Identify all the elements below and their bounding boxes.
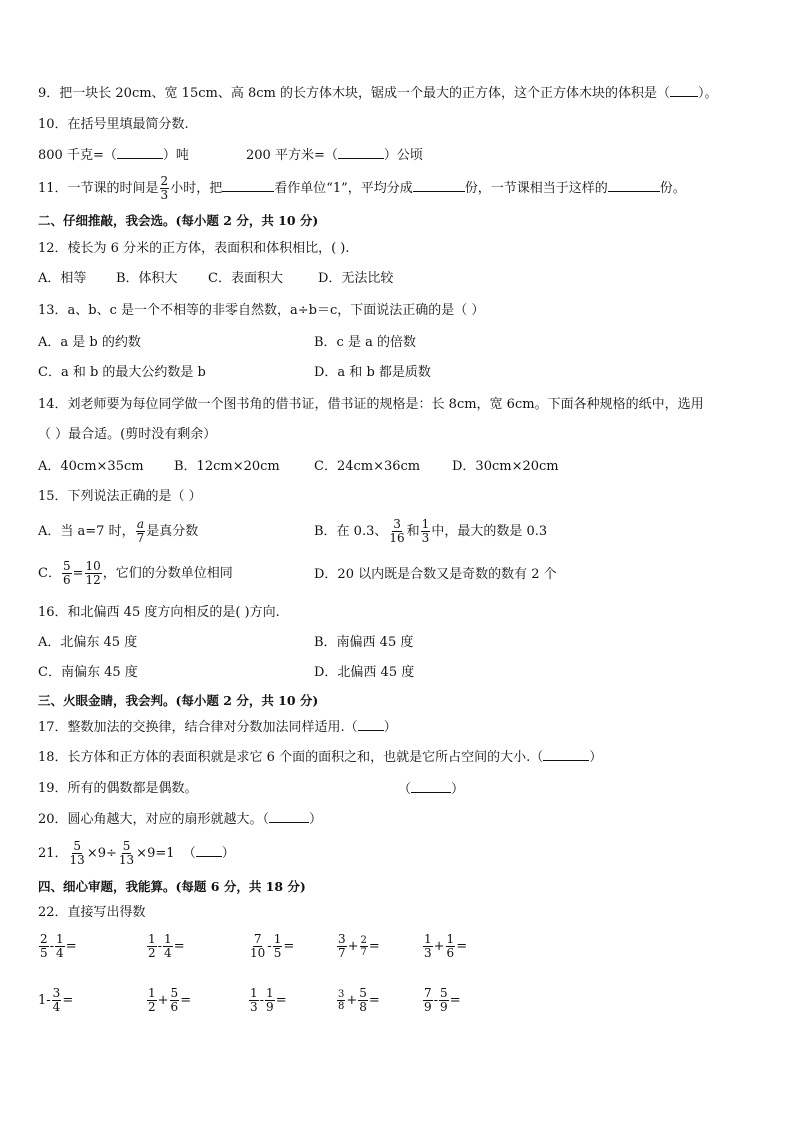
q16-option-d[interactable]: D．北偏西 45 度 bbox=[314, 665, 415, 680]
q15-option-d[interactable]: D．20 以内既是合数又是奇数的数有 2 个 bbox=[314, 567, 557, 582]
fraction: $\frac{1}{9}$ bbox=[266, 986, 274, 1014]
fraction: $\frac{1}{5}$ bbox=[273, 932, 282, 960]
question-15: 15．下列说法正确的是（ ） bbox=[38, 489, 202, 504]
q16-option-c[interactable]: C．南偏东 45 度 bbox=[38, 665, 138, 680]
fraction: $\frac{1}{3}$ bbox=[250, 986, 258, 1014]
fraction: $\frac{2}{3}$ bbox=[160, 174, 169, 202]
q13-option-a[interactable]: A．a 是 b 的约数 bbox=[38, 335, 141, 350]
fraction: $\frac{1}{3}$ bbox=[421, 517, 430, 545]
q12-option-d[interactable]: D．无法比较 bbox=[318, 271, 394, 286]
q15-option-a[interactable]: A．当 a=7 时， $\frac{a}{7}$ 是真分数 bbox=[38, 517, 199, 545]
q13-option-d[interactable]: D．a 和 b 都是质数 bbox=[314, 365, 431, 380]
fraction: $\frac{5}{6}$ bbox=[62, 559, 71, 587]
fraction: $\frac{2}{7}$ bbox=[360, 935, 367, 958]
question-13: 13．a、b、c 是一个不相等的非零自然数，a÷b＝c，下面说法正确的是（ ） bbox=[38, 303, 485, 318]
q16-option-a[interactable]: A．北偏东 45 度 bbox=[38, 635, 138, 650]
fraction: $\frac{1}{2}$ bbox=[148, 932, 156, 960]
calc-item[interactable]: $\frac{7}{9}$ - $\frac{5}{9}$ = bbox=[424, 986, 461, 1014]
fraction: $\frac{7}{10}$ bbox=[250, 932, 266, 960]
fraction: $\frac{2}{5}$ bbox=[40, 932, 48, 960]
answer-blank[interactable] bbox=[358, 718, 384, 731]
question-10-b: 200 平方米=（ ）公顷 bbox=[246, 148, 423, 163]
fraction: $\frac{1}{4}$ bbox=[56, 932, 64, 960]
calc-item[interactable]: $\frac{1}{3}$ + $\frac{1}{6}$ = bbox=[424, 932, 468, 960]
calc-item[interactable]: $\frac{3}{8}$ + $\frac{5}{8}$ = bbox=[338, 986, 380, 1014]
fraction: $\frac{5}{13}$ bbox=[69, 839, 85, 867]
q14-option-c[interactable]: C．24cm×36cm bbox=[314, 459, 421, 474]
calc-item[interactable]: $\frac{1}{2}$ - $\frac{1}{4}$ = bbox=[148, 932, 185, 960]
question-14-line1: 14．刘老师要为每位同学做一个图书角的借书证，借书证的规格是：长 8cm，宽 6cm。下面各种规格的纸中，选用 bbox=[38, 397, 704, 412]
question-14-line2: （ ）最合适。(剪时没有剩余） bbox=[38, 427, 217, 442]
answer-blank[interactable] bbox=[413, 179, 465, 192]
q12-option-b[interactable]: B．体积大 bbox=[116, 271, 178, 286]
fraction: $\frac{5}{13}$ bbox=[118, 839, 135, 867]
answer-blank[interactable] bbox=[338, 146, 384, 159]
answer-blank[interactable] bbox=[411, 780, 451, 793]
question-22: 22．直接写出得数 bbox=[38, 905, 146, 920]
answer-blank[interactable] bbox=[269, 810, 309, 823]
section-3-heading: 三、火眼金睛，我会判。(每小题 2 分，共 10 分) bbox=[38, 693, 319, 708]
fraction: $\frac{1}{4}$ bbox=[164, 932, 172, 960]
q12-option-a[interactable]: A．相等 bbox=[38, 271, 87, 286]
question-19: 19．所有的偶数都是偶数。 bbox=[38, 781, 198, 796]
fraction: $\frac{5}{9}$ bbox=[440, 986, 448, 1014]
question-9: 9．把一块长 20cm、宽 15cm、高 8cm 的长方体木块，锯成一个最大的正方体，这个正方体木块的体积是（ ）。 bbox=[38, 86, 718, 101]
q15-option-c[interactable]: C． $\frac{5}{6}$ = $\frac{10}{12}$ ，它们的分数单位相同 bbox=[38, 559, 233, 587]
fraction: $\frac{5}{8}$ bbox=[359, 986, 367, 1014]
fraction: $\frac{7}{9}$ bbox=[424, 986, 432, 1014]
question-10-a: 800 千克=（ ）吨 bbox=[38, 148, 189, 163]
question-16: 16．和北偏西 45 度方向相反的是( )方向. bbox=[38, 605, 280, 620]
answer-blank[interactable] bbox=[222, 179, 274, 192]
question-18: 18．长方体和正方体的表面积就是求它 6 个面的面积之和，也就是它所占空间的大小.（ ） bbox=[38, 750, 603, 765]
q13-option-b[interactable]: B．c 是 a 的倍数 bbox=[314, 335, 416, 350]
calc-item[interactable]: $\frac{2}{5}$ - $\frac{1}{4}$ = bbox=[40, 932, 77, 960]
fraction: $\frac{1}{2}$ bbox=[148, 986, 156, 1014]
q13-option-c[interactable]: C．a 和 b 的最大公约数是 b bbox=[38, 365, 206, 380]
fraction: $\frac{3}{4}$ bbox=[52, 986, 61, 1014]
fraction: $\frac{3}{16}$ bbox=[389, 517, 405, 545]
q12-option-c[interactable]: C．表面积大 bbox=[208, 271, 283, 286]
question-20: 20．圆心角越大，对应的扇形就越大。（ ） bbox=[38, 812, 323, 827]
answer-blank[interactable] bbox=[543, 748, 589, 761]
q14-option-a[interactable]: A．40cm×35cm bbox=[38, 459, 144, 474]
q14-option-d[interactable]: D．30cm×20cm bbox=[452, 459, 559, 474]
answer-blank[interactable] bbox=[117, 146, 163, 159]
answer-blank[interactable] bbox=[670, 84, 698, 97]
section-4-heading: 四、细心审题，我能算。(每题 6 分，共 18 分) bbox=[38, 879, 306, 894]
calc-item[interactable]: $\frac{7}{10}$ - $\frac{1}{5}$ = bbox=[250, 932, 295, 960]
fraction: $\frac{a}{7}$ bbox=[136, 517, 145, 545]
section-2-heading: 二、仔细推敲，我会选。(每小题 2 分，共 10 分) bbox=[38, 213, 319, 228]
calc-item[interactable]: 1- $\frac{3}{4}$ = bbox=[38, 986, 74, 1014]
answer-blank[interactable] bbox=[608, 179, 660, 192]
question-19-answer: （ ） bbox=[398, 782, 465, 797]
question-11: 11．一节课的时间是 $\frac{2}{3}$ 小时，把 看作单位“1”，平均分成 份，一节课相当于这样的 份。 bbox=[38, 174, 686, 202]
calc-item[interactable]: $\frac{1}{2}$ + $\frac{5}{6}$ = bbox=[148, 986, 192, 1014]
calc-item[interactable]: $\frac{1}{3}$ - $\frac{1}{9}$ = bbox=[250, 986, 287, 1014]
question-21: 21． $\frac{5}{13}$ ×9÷ $\frac{5}{13}$ ×9=1 （ ） bbox=[38, 839, 235, 867]
fraction: $\frac{1}{6}$ bbox=[446, 932, 455, 960]
fraction: $\frac{3}{7}$ bbox=[338, 932, 346, 960]
question-17: 17．整数加法的交换律，结合律对分数加法同样适用.（ ） bbox=[38, 720, 397, 735]
question-12: 12．棱长为 6 分米的正方体，表面积和体积相比，( ). bbox=[38, 241, 350, 256]
q16-option-b[interactable]: B．南偏西 45 度 bbox=[314, 635, 414, 650]
answer-blank[interactable] bbox=[196, 844, 222, 857]
fraction: $\frac{1}{3}$ bbox=[424, 932, 432, 960]
fraction: $\frac{10}{12}$ bbox=[85, 559, 101, 587]
fraction: $\frac{5}{6}$ bbox=[170, 986, 179, 1014]
fraction: $\frac{3}{8}$ bbox=[338, 989, 345, 1012]
q15-option-b[interactable]: B．在 0.3、 $\frac{3}{16}$ 和 $\frac{1}{3}$ 中，最大的数是 0.3 bbox=[314, 517, 548, 545]
calc-item[interactable]: $\frac{3}{7}$ + $\frac{2}{7}$ = bbox=[338, 932, 380, 960]
q14-option-b[interactable]: B．12cm×20cm bbox=[174, 459, 280, 474]
question-10: 10．在括号里填最简分数. bbox=[38, 117, 189, 132]
